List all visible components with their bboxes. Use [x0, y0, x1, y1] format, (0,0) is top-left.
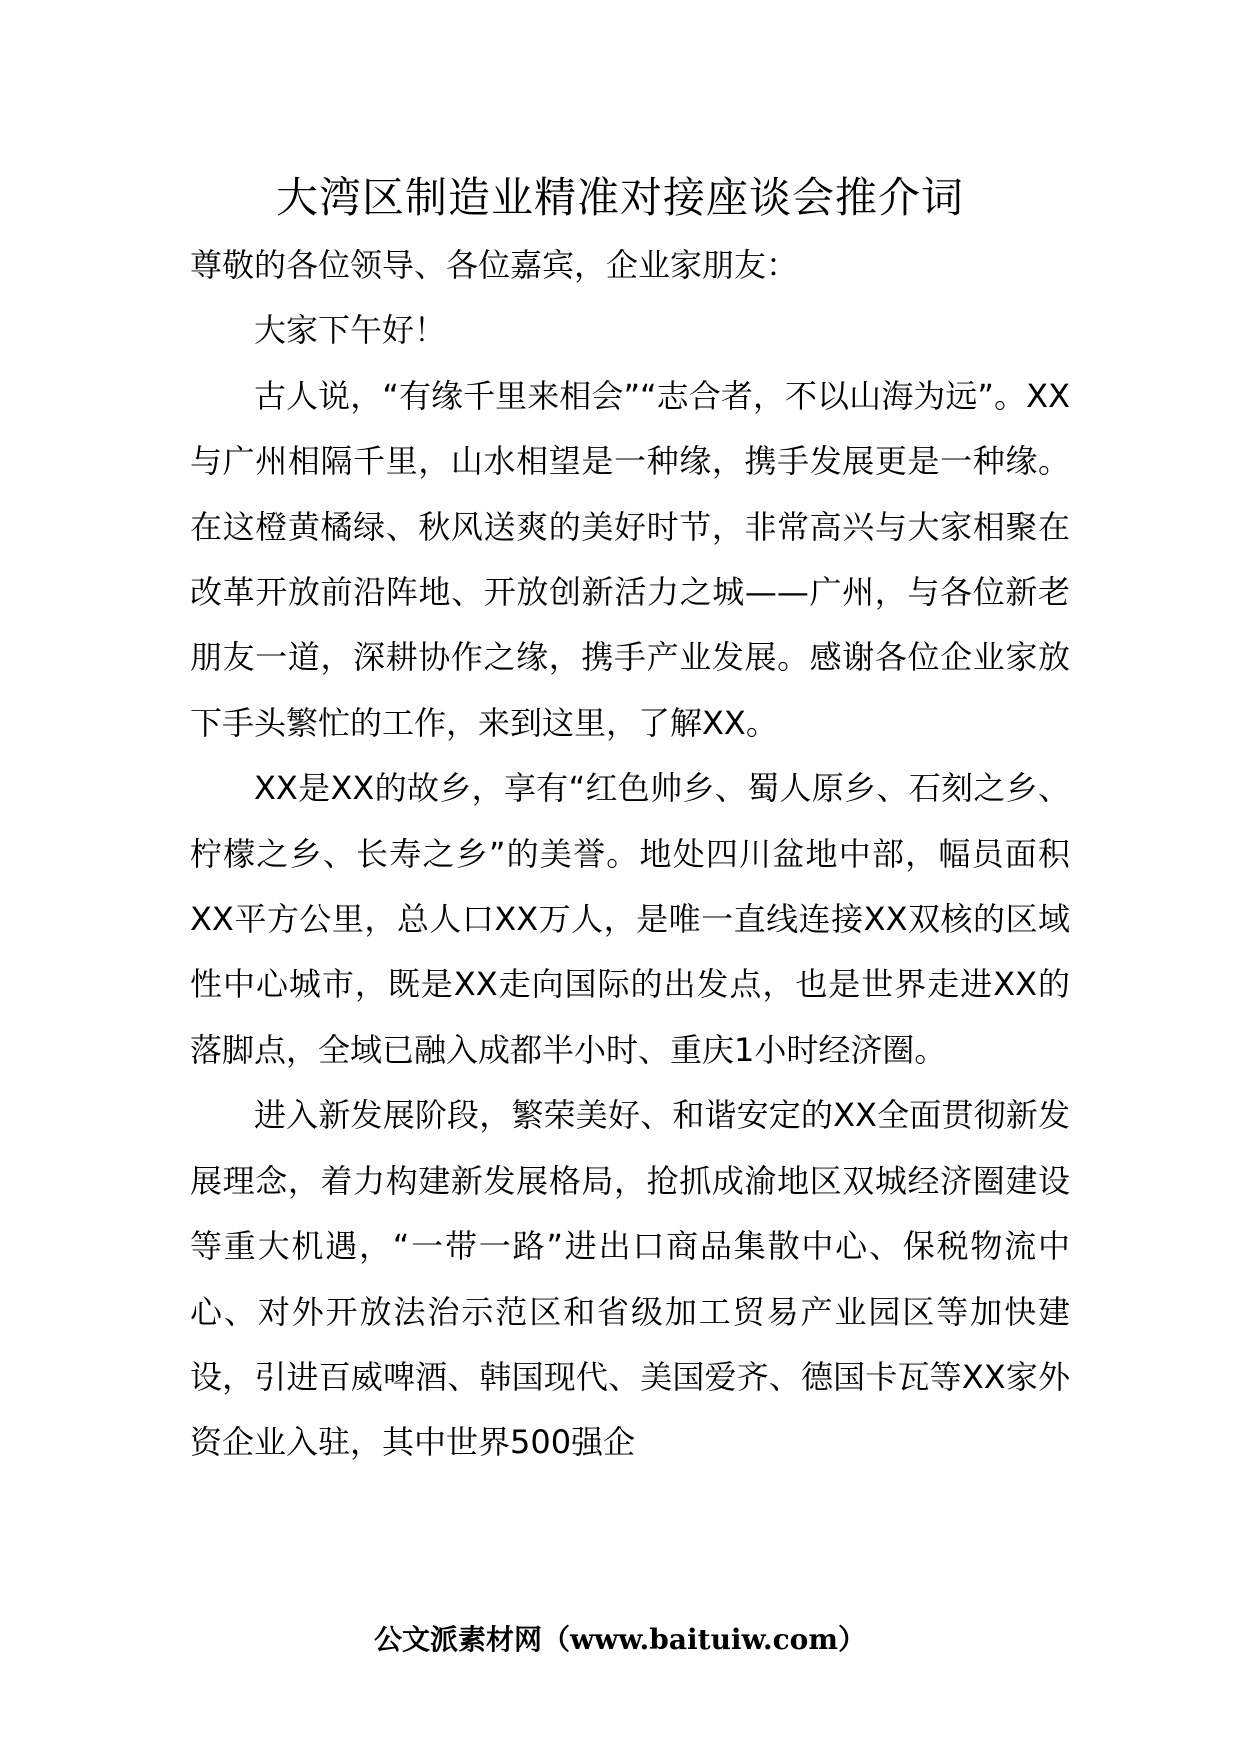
paragraph-3: 进入新发展阶段，繁荣美好、和谐安定的XX全面贯彻新发展理念，着力构建新发展格局，抢抓成渝地区双城经济圈建设等重大机遇，“一带一路”进出口商品集散中心、保税物流中心、对外开放法治示范区和省级加工贸易产业园区等加快建设，引进百威啤酒、韩国现代、美国爱齐、德国卡瓦等XX家外资企业入驻，其中世界500强企 — [190, 1096, 1070, 1462]
salutation: 尊敬的各位领导、各位嘉宾，企业家朋友： — [190, 246, 799, 284]
paragraph-2: XX是XX的故乡，享有“红色帅乡、蜀人原乡、石刻之乡、柠檬之乡、长寿之乡”的美誉。地处四川盆地中部，幅员面积XX平方公里，总人口XX万人，是唯一直线连接XX双核的区域性中心城市，既是XX走向国际的出发点，也是世界走进XX的落脚点，全域已融入成都半小时、重庆1小时经济圈。 — [190, 769, 1070, 1069]
greeting: 大家下午好！ — [254, 311, 447, 350]
paragraph-1: 古人说，“有缘千里来相会”“志合者，不以山海为远”。XX与广州相隔千里，山水相望是一种缘，携手发展更是一种缘。在这橙黄橘绿、秋风送爽的美好时节，非常高兴与大家相聚在改革开放前沿阵地、开放创新活力之城——广州，与各位新老朋友一道，深耕协作之缘，携手产业发展。感谢各位企业家放下手头繁忙的工作，来到这里，了解XX。 — [190, 376, 1070, 742]
document-body — [190, 233, 1070, 1476]
document-title: 大湾区制造业精准对接座谈会推介词 — [275, 173, 964, 222]
footer-watermark: 公文派素材网（www.baituiw.com） — [374, 1623, 866, 1656]
